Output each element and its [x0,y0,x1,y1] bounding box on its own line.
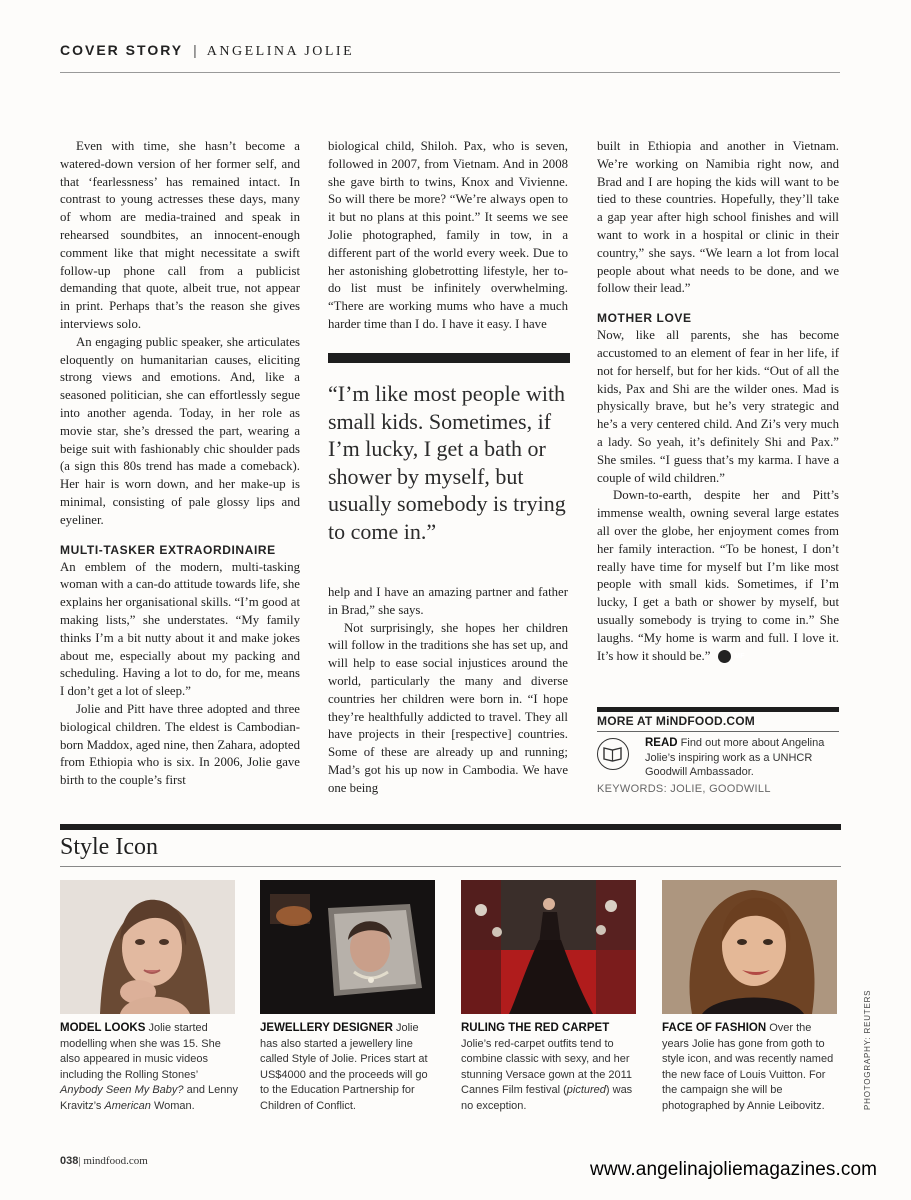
caption-text: Woman. [150,1099,195,1112]
caption-emphasis: American [104,1099,151,1112]
caption-heading: RULING THE RED CARPET [461,1022,610,1034]
read-label: READ [645,737,678,749]
paragraph: help and I have an amazing partner and father in Brad,” she says. [328,585,568,617]
style-icon-bar [60,824,841,830]
caption-text: Jolie has also started a jewellery line called Style of Jolie. Prices start at US$4000 and the proceeds will go to the Education Partnership for Children of Conflict. [260,1022,428,1112]
read-more-text[interactable] [645,736,841,780]
caption-heading: MODEL LOOKS [60,1022,146,1034]
pullquote-bar [328,353,570,363]
section-label: COVER STORY [60,42,184,58]
photo-face-of-fashion [662,880,837,1014]
photo-jewellery-designer [260,880,435,1014]
read-description: Find out more about Angelina Jolie’s inspiring work as a UNHCR Goodwill Ambassador. [645,737,825,778]
article-column-3 [597,138,839,665]
caption-text: Over the years Jolie has gone from goth to style icon, and was recently named the new face of Louis Vuitton. For the campaign she will be photographed by Annie Leibovitz. [662,1022,834,1112]
paragraph: built in Ethiopia and another in Vietnam. We’re working on Namibia right now, and Brad and I are hoping the kids will want to be tied to these countries. Hopefully, they’ll take a gap year after high school finishes and will want to work in a hospital or clinic in their country,” she says. “We learn a lot from local people about what needs to be done, and we follow their lead.” [597,139,839,296]
paragraph: biological child, Shiloh. Pax, who is seven, followed in 2007, from Vietnam. And in 2008 she gave birth to twins, Knox and Vivienne. So will there be more? “We’re always open to it but no plans at this point.” It seems we see Jolie photographed, family in tow, in a different part of the world every week. Due to her astonishing globetrotting lifestyle, her to-do list must be infinitely overwhelming. “There are working mums who have a much harder time than I do. I have it easy. I have [328,139,568,331]
paragraph: An emblem of the modern, multi-tasking woman with a can-do attitude towards life, she explains her organisational skills. “I’m good at making lists,” she understates. “My family thinks I’m a bit nutty about it and make jokes about me, especially about my packing and scheduling. Having a lot to do, for me, means I don’t get a lot of sleep.” [60,559,300,699]
header-rule [60,72,840,73]
photo-credit-text: PHOTOGRAPHY: REUTERS [863,989,872,1110]
article-column-2-top [328,138,568,334]
page-footer [60,1155,148,1167]
footer-separator: | [78,1155,81,1167]
paragraph: Jolie and Pitt have three adopted and three biological children. The eldest is Cambodian-born Maddox, aged nine, then Zahara, adopted from Ethiopia who is six. In 2006, Jolie gave birth to the couple’s first [60,701,300,788]
caption-text: and Lenny Kravitz’s [60,1084,238,1112]
caption-heading: JEWELLERY DESIGNER [260,1022,393,1034]
story-subject: ANGELINA JOLIE [206,44,355,59]
caption-text: ) was no exception. [461,1084,633,1112]
more-at-title: MORE AT MiNDFOOD.COM [597,714,755,728]
style-icon-title: Style Icon [60,834,158,860]
paragraph-text: Down-to-earth, despite her and Pitt’s immense wealth, owning several large estates all over the globe, her enjoyment comes from her family interaction. “To be honest, I don’t really have time for myself but I’m like most people with small kids. Sometimes, if I’m lucky, I get a bath or shower by myself, but usually somebody is trying to come in.” She laughs. “My home is warm and full. I love it. It’s how it should be.” [597,488,839,663]
caption-heading: FACE OF FASHION [662,1022,767,1034]
more-rule [597,731,839,732]
article-column-2-bottom [328,584,568,798]
photo-red-carpet [461,880,636,1014]
caption-text: Jolie started modelling when she was 15. She also appeared in music videos including the Rolling Stones’ [60,1022,221,1081]
end-mark-icon: MF [718,650,731,663]
caption-emphasis: Anybody Seen My Baby? [60,1084,184,1097]
pullquote: “I’m like most people with small kids. Sometimes, if I’m lucky, I get a bath or shower by myself, but usually somebody is trying to come in.” [328,381,566,544]
caption-face-of-fashion [662,1021,840,1115]
paragraph: Now, like all parents, she has become accustomed to an element of fear in her life, if not for herself, but for her kids. “Out of all the kids, Pax and Shi are the wilder ones. Mad is physically brave, but he’s very strategic and he’s a very centered child. And Zi’s very much a lady. So yeah, it’s definitely Shi and Pax.” She smiles. “I guess that’s my karma. I have a couple of wild children.” [597,328,839,485]
caption-model-looks [60,1021,238,1115]
keywords: KEYWORDS: JOLIE, GOODWILL [597,783,771,795]
header-separator: | [193,42,197,58]
footer-site: mindfood.com [83,1155,148,1167]
paragraph: Even with time, she hasn’t become a watered-down version of her former self, and that ‘fearlessness’ has remained intact. In contrast to young actresses these days, many of whom are media-trained and speak in rehearsed soundbites, an innocent-enough comment like that might necessitate a swift follow-up phone call from a publicist demanding that quote, albeit true, not appear in print. Perhaps that’s the reason she gives interviews solo. [60,139,300,331]
caption-emphasis: pictured [566,1084,606,1097]
subheading-multi-tasker: MULTI-TASKER EXTRAORDINAIRE [60,542,276,557]
style-icon-rule [60,866,841,867]
paragraph: Not surprisingly, she hopes her children will follow in the traditions she has set up, and will help to ease social injustices around the world, particularly the many and diverse countries her children were born in. “I hope they’re healthfully addicted to travel. They all have projects in their [respective] countries. Some of these are already up and running; Mad’s got his up now in Cambodia. We have one being [328,620,568,795]
book-icon [597,738,629,770]
photo-credit [863,989,873,1120]
article-column-1 [60,138,300,790]
subheading-mother-love: MOTHER LOVE [597,311,692,326]
page-number: 038 [60,1155,79,1167]
caption-red-carpet [461,1021,639,1115]
caption-jewellery-designer [260,1021,438,1115]
page-header [60,42,860,64]
more-bar [597,707,839,712]
watermark-url: www.angelinajoliemagazines.com [590,1159,878,1180]
paragraph-last [597,487,839,665]
photo-model-looks [60,880,235,1014]
paragraph: An engaging public speaker, she articulates eloquently on humanitarian causes, eliciting strong views and emotions. And, like a seasoned politician, she can effortlessly segue into another agenda. Today, in her role as movie star, she’s dressed the part, wearing a beige suit with fashionably chic shoulder pads (a sign this 80s trend has made a comeback). Her hair is worn down, and her make-up is minimal, consisting of pale glossy lips and eyeliner. [60,334,300,527]
caption-text: Jolie’s red-carpet outfits tend to combine classic with sexy, and her stunning Versace gown at the 2011 Cannes Film festival ( [461,1037,633,1097]
